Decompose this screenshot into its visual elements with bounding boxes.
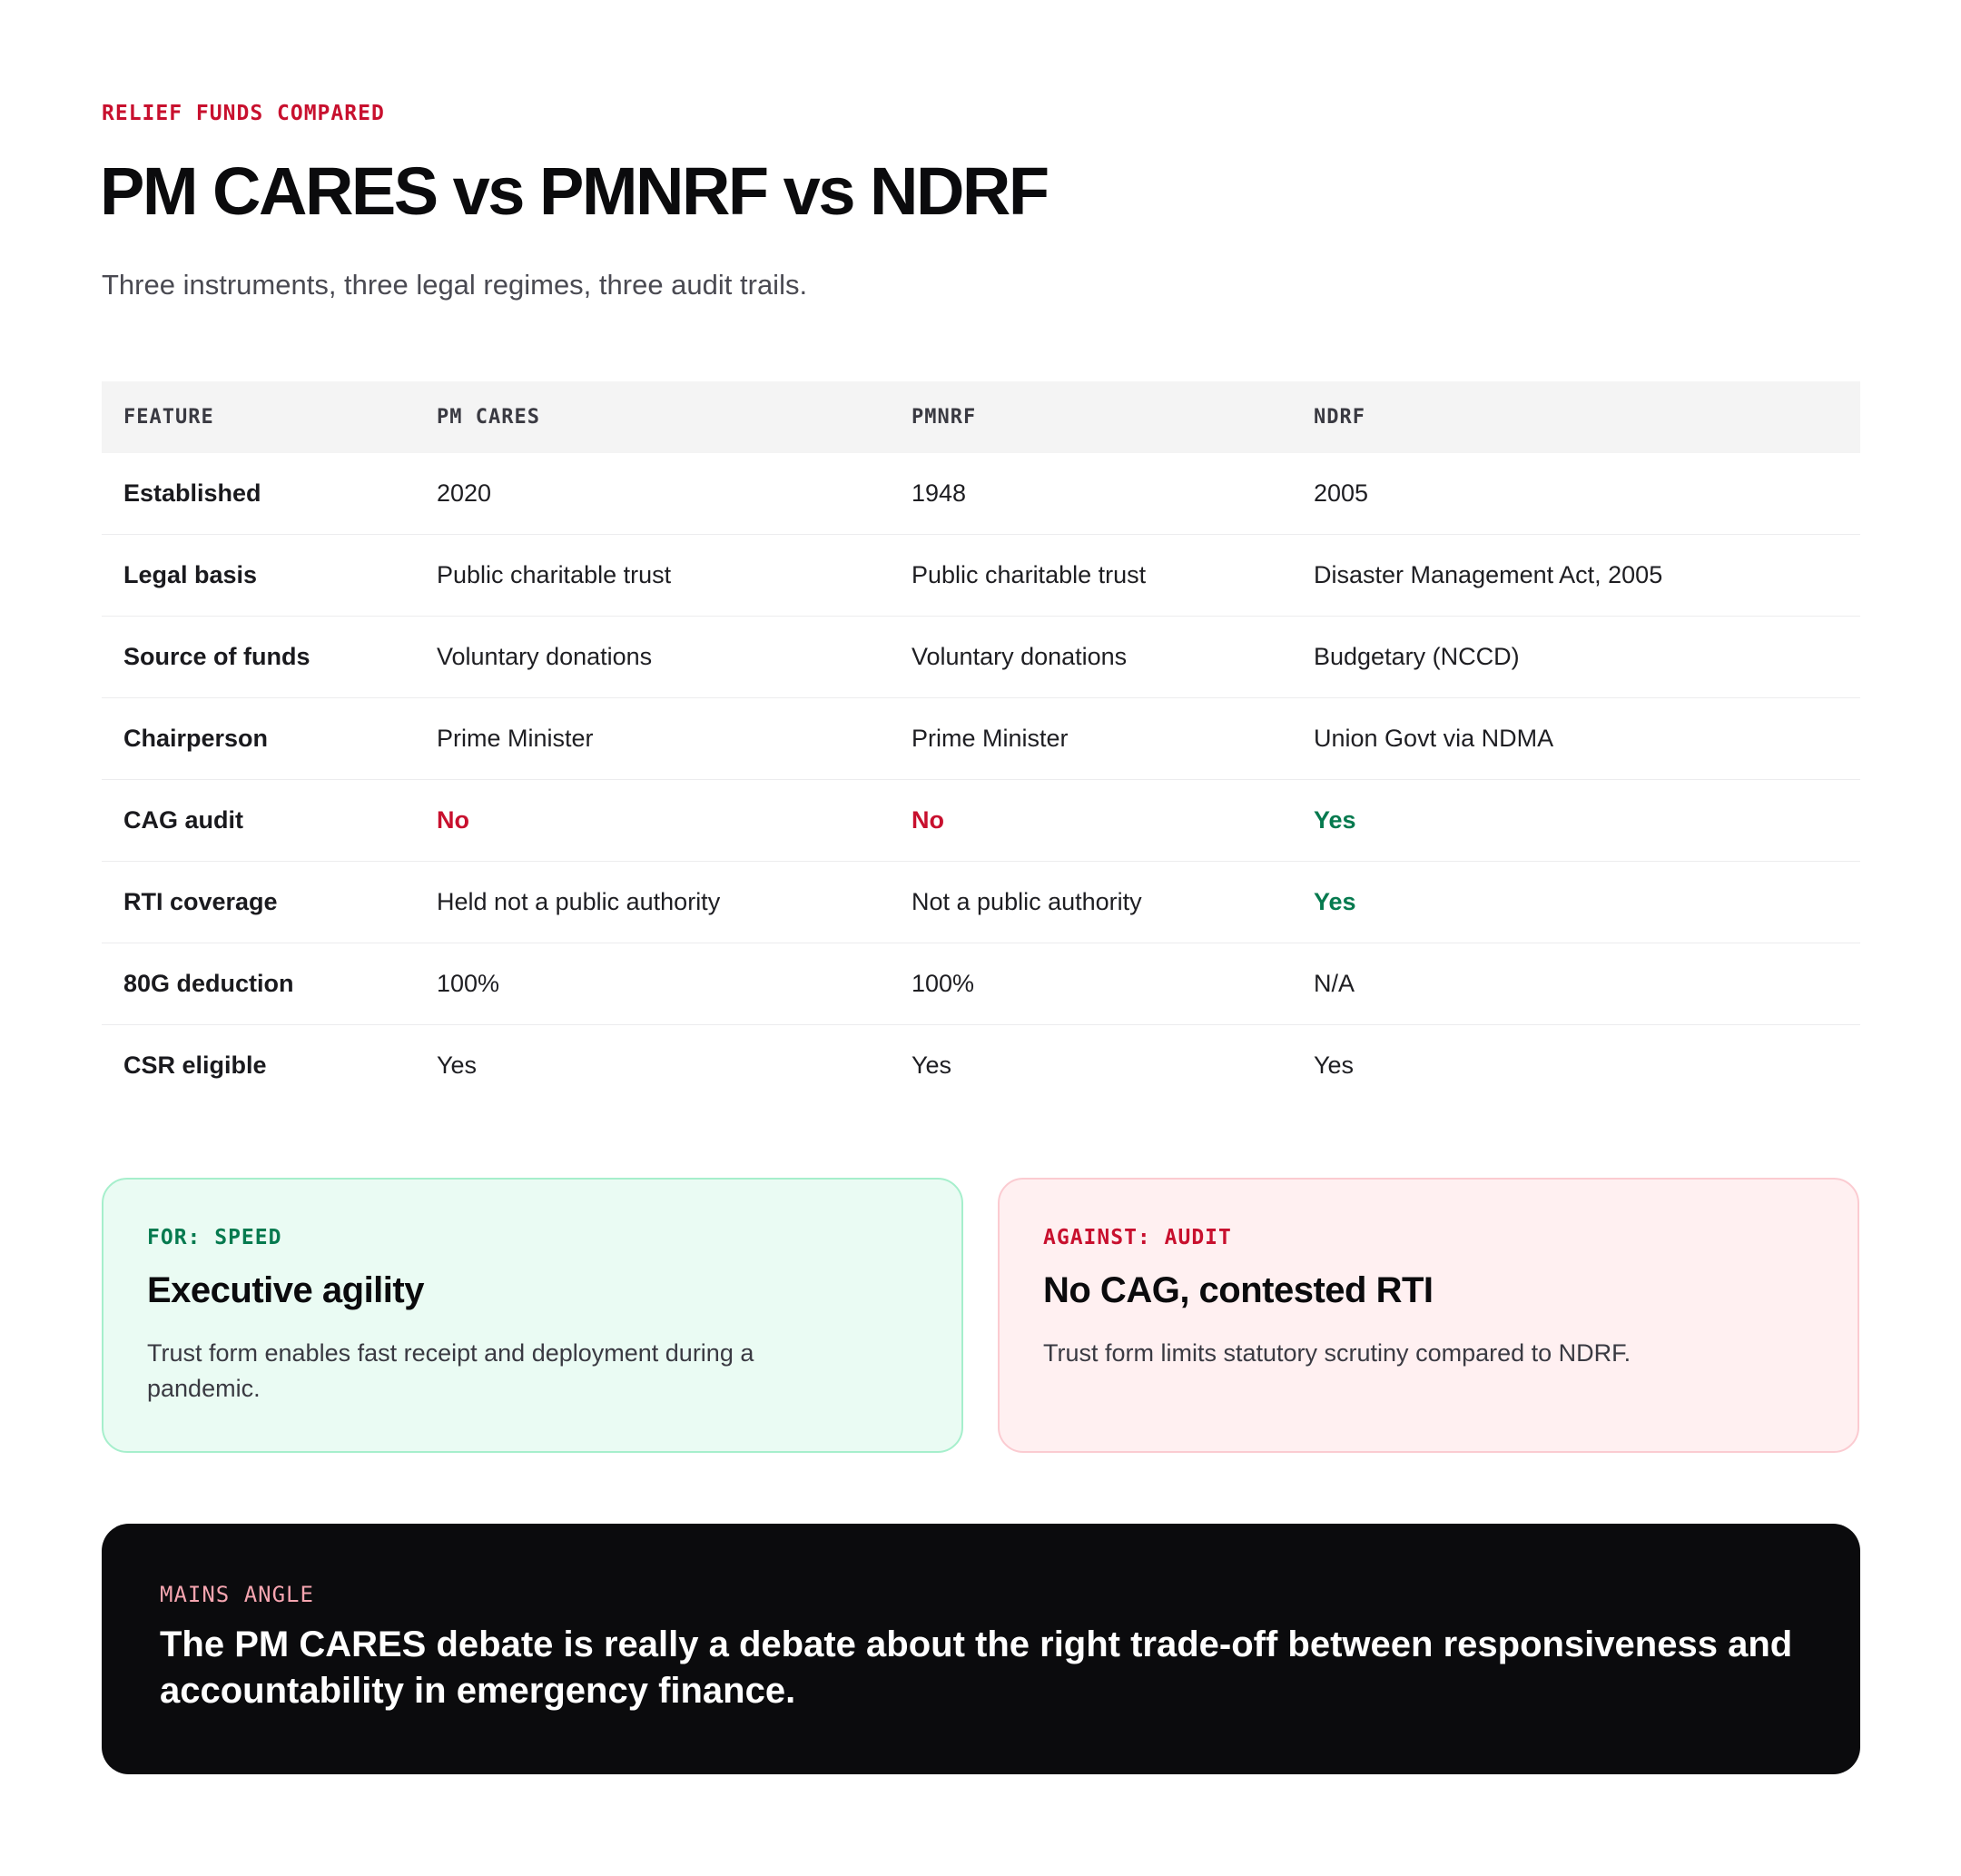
page-subtitle: Three instruments, three legal regimes, three audit trails. <box>102 269 808 301</box>
for-card-eyebrow: FOR: SPEED <box>147 1226 282 1249</box>
pmcares-cell: Yes <box>437 1052 478 1079</box>
pmnrf-cell: Yes <box>912 1052 952 1079</box>
pmcares-cell: 100% <box>415 943 890 1025</box>
against-card <box>998 1178 1859 1453</box>
mains-angle-eyebrow: MAINS ANGLE <box>160 1582 314 1607</box>
ndrf-cell: Budgetary (NCCD) <box>1292 617 1860 698</box>
pmnrf-cell: No <box>890 780 1292 862</box>
table-header-row <box>102 381 1860 453</box>
table-row <box>102 698 1860 780</box>
pmnrf-cell: 100% <box>890 943 1292 1025</box>
pmcares-cell: Public charitable trust <box>415 535 890 617</box>
pmnrf-cell: Prime Minister <box>890 698 1292 780</box>
ndrf-cell: Disaster Management Act, 2005 <box>1292 535 1860 617</box>
feature-cell: CSR eligible <box>123 1052 267 1079</box>
column-header-ndrf: NDRF <box>1292 381 1860 453</box>
mains-angle-panel <box>102 1524 1860 1774</box>
pmcares-cell: Held not a public authority <box>415 862 890 943</box>
feature-cell: 80G deduction <box>102 943 415 1025</box>
pmnrf-cell: Not a public authority <box>890 862 1292 943</box>
feature-cell: RTI coverage <box>102 862 415 943</box>
against-card-title: No CAG, contested RTI <box>1043 1270 1434 1310</box>
section-eyebrow: RELIEF FUNDS COMPARED <box>102 102 385 125</box>
table-row <box>102 780 1860 862</box>
column-header-pm-cares: PM CARES <box>415 381 890 453</box>
comparison-table <box>102 381 1860 1106</box>
pmcares-cell: No <box>415 780 890 862</box>
ndrf-cell: Yes <box>1292 862 1860 943</box>
table-row <box>102 1025 1860 1107</box>
feature-cell: Legal basis <box>102 535 415 617</box>
ndrf-cell: 2005 <box>1292 453 1860 535</box>
column-header-pmnrf: PMNRF <box>890 381 1292 453</box>
table-row <box>102 453 1860 535</box>
feature-cell: Established <box>102 453 415 535</box>
pmnrf-cell: Public charitable trust <box>890 535 1292 617</box>
column-header-feature: FEATURE <box>102 381 415 453</box>
for-card-title: Executive agility <box>147 1270 424 1310</box>
table-row <box>102 617 1860 698</box>
ndrf-cell: Yes <box>1292 780 1860 862</box>
mains-angle-text: The PM CARES debate is really a debate about the right trade-off between responsiveness and accountability in emergency finance. <box>160 1624 1793 1711</box>
ndrf-cell: Union Govt via NDMA <box>1292 698 1860 780</box>
ndrf-cell: Yes <box>1314 1052 1355 1079</box>
pmcares-cell: Prime Minister <box>415 698 890 780</box>
feature-cell: Source of funds <box>102 617 415 698</box>
feature-cell: CAG audit <box>102 780 415 862</box>
against-card-eyebrow: AGAINST: AUDIT <box>1043 1226 1232 1249</box>
pmnrf-cell: Voluntary donations <box>890 617 1292 698</box>
pmcares-cell: Voluntary donations <box>415 617 890 698</box>
pmnrf-cell: 1948 <box>890 453 1292 535</box>
for-card <box>102 1178 963 1453</box>
page-title: PM CARES vs PMNRF vs NDRF <box>100 153 1048 229</box>
feature-cell: Chairperson <box>102 698 415 780</box>
pmcares-cell: 2020 <box>415 453 890 535</box>
for-card-body: Trust form enables fast receipt and deployment during a pandemic. <box>147 1339 754 1402</box>
against-card-body: Trust form limits statutory scrutiny compared to NDRF. <box>1043 1339 1631 1367</box>
table-row <box>102 943 1860 1025</box>
table-row <box>102 535 1860 617</box>
ndrf-cell: N/A <box>1292 943 1860 1025</box>
table-row <box>102 862 1860 943</box>
